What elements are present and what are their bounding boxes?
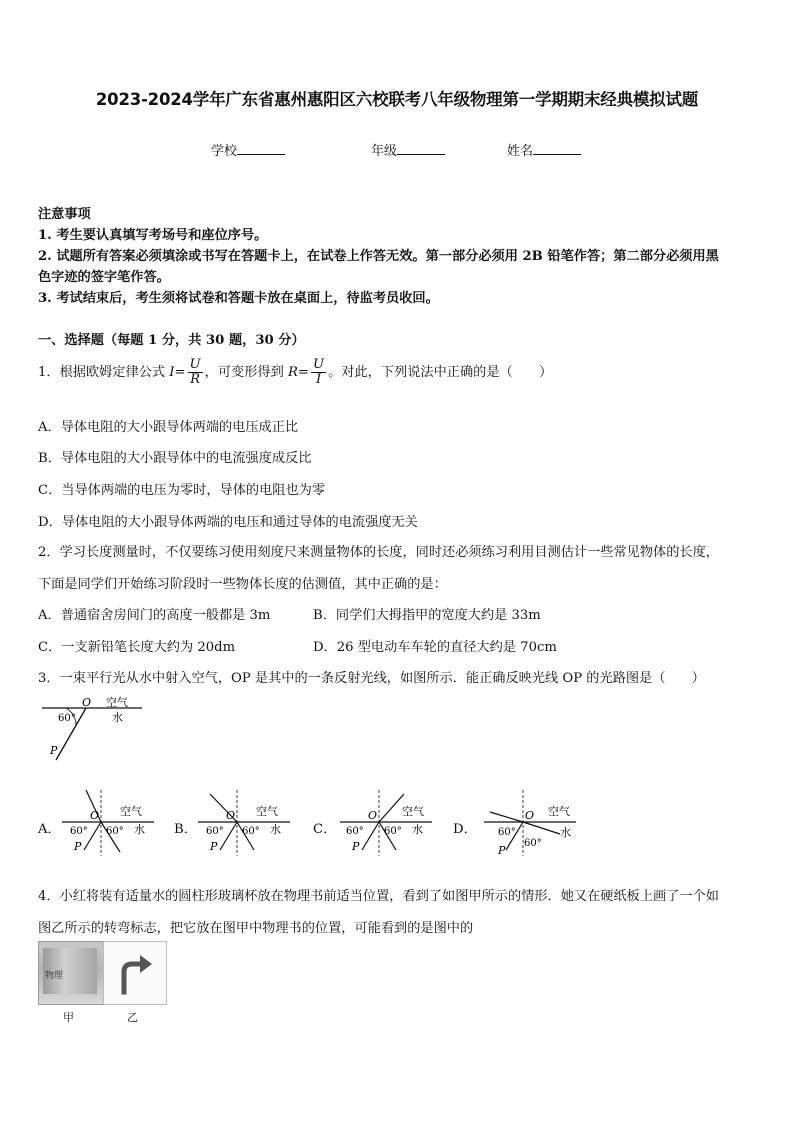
q3-option-b-figure[interactable]: [194, 788, 294, 858]
book-text: 物理: [45, 971, 64, 981]
formula-fraction: [311, 358, 326, 387]
angle-label: 60°: [58, 713, 76, 724]
photo-jia: [38, 941, 104, 1005]
formula-fraction: [188, 358, 203, 387]
option[interactable]: D．26 型电动车车轮的直径大约是 70cm: [313, 640, 557, 655]
turn-arrow-icon: [104, 942, 166, 1004]
section-heading: 一、选择题（每题 1 分，共 30 题，30 分）: [38, 333, 305, 348]
svg-text:水: 水: [560, 826, 571, 839]
q3-main-figure: [36, 696, 146, 766]
svg-text:水: 水: [134, 823, 145, 836]
label-jia: 甲: [63, 1011, 74, 1024]
question-4-stem: 4．小红将装有适量水的圆柱形玻璃杯放在物理书前适当位置，看到了如图甲所示的情形．她又在硬纸板上画了一个如: [38, 889, 719, 904]
point-o-label: O: [82, 696, 92, 709]
option[interactable]: B．导体电阻的大小跟导体中的电流强度成反比: [38, 451, 312, 466]
fraction-numerator: U: [312, 357, 325, 372]
question-2-stem: 下面是同学们开始练习阶段时一些物体长度的估测值，其中正确的是：: [38, 577, 447, 592]
fraction-numerator: U: [189, 357, 201, 372]
q3-option-c-figure[interactable]: [336, 788, 436, 858]
svg-text:60°: 60°: [524, 838, 542, 849]
notice-heading: 注意事项: [38, 207, 91, 222]
svg-text:O: O: [226, 809, 236, 822]
svg-text:60°: 60°: [498, 827, 516, 838]
question-3-stem: 3．一束平行光从水中射入空气，OP 是其中的一条反射光线，如图所示．能正确反映光线 OP 的光路图是（ ）: [38, 671, 705, 686]
question-4-stem: 图乙所示的转弯标志，把它放在图甲中物理书的位置，可能看到的是图中的: [38, 921, 474, 936]
grade-blank[interactable]: [397, 142, 445, 155]
name-label: 姓名: [507, 144, 534, 159]
svg-text:O: O: [90, 809, 100, 822]
label-yi: 乙: [127, 1011, 138, 1024]
fraction-denominator: R: [190, 372, 201, 387]
school-blank[interactable]: [237, 142, 285, 155]
svg-text:空气: 空气: [548, 805, 570, 818]
svg-text:水: 水: [412, 823, 423, 836]
q1-suffix: 。对此，下列说法中正确的是（ ）: [328, 365, 553, 380]
grade-label: 年级: [371, 144, 398, 159]
name-field: [507, 140, 581, 159]
grade-field: [371, 140, 445, 159]
svg-text:60°: 60°: [384, 826, 402, 837]
formula-lhs: R=: [288, 365, 309, 380]
notice-item: 2. 试题所有答案必须填涂或书写在答题卡上，在试卷上作答无效。第一部分必须用 2B 铅笔作答；第二部分必须用黑: [38, 249, 719, 264]
svg-text:60°: 60°: [70, 826, 88, 837]
water-label: 水: [112, 711, 123, 724]
q1-prefix: 1．根据欧姆定律公式: [38, 365, 170, 380]
svg-text:空气: 空气: [402, 805, 424, 818]
notice-item: 色字迹的签字笔作答。: [38, 270, 170, 285]
fraction-denominator: I: [315, 372, 322, 387]
school-label: 学校: [211, 144, 238, 159]
q3-option-a-figure[interactable]: [58, 788, 158, 858]
svg-text:P: P: [352, 840, 360, 853]
point-p-label: P: [50, 744, 58, 757]
question-2-stem: 2．学习长度测量时，不仅要练习使用刻度尺来测量物体的长度，同时还必须练习利用目测估计一些常见物体的长度，: [38, 545, 719, 560]
svg-text:O: O: [525, 809, 535, 822]
svg-text:60°: 60°: [106, 826, 124, 837]
svg-text:空气: 空气: [120, 805, 142, 818]
formula-lhs: I=: [169, 365, 186, 380]
option[interactable]: B．同学们大拇指甲的宽度大约是 33m: [313, 608, 541, 623]
option[interactable]: B．: [174, 822, 197, 837]
air-label: 空气: [106, 696, 128, 709]
svg-text:O: O: [368, 809, 378, 822]
turn-sign-yi: [103, 941, 167, 1005]
svg-text:P: P: [498, 844, 506, 857]
option[interactable]: A．: [38, 822, 61, 837]
school-field: [211, 140, 285, 159]
notice-item: 1. 考生要认真填写考场号和座位序号。: [38, 228, 268, 243]
option[interactable]: C．当导体两端的电压为零时，导体的电阻也为零: [38, 483, 326, 498]
page-title: 2023-2024学年广东省惠州惠阳区六校联考八年级物理第一学期期末经典模拟试题: [95, 90, 699, 109]
svg-text:空气: 空气: [256, 805, 278, 818]
svg-text:60°: 60°: [206, 826, 224, 837]
notice-item: 3. 考试结束后，考生须将试卷和答题卡放在桌面上，待监考员收回。: [38, 291, 439, 306]
option[interactable]: A．导体电阻的大小跟导体两端的电压成正比: [38, 420, 299, 435]
svg-text:水: 水: [270, 823, 281, 836]
q3-option-d-figure[interactable]: [480, 788, 580, 858]
svg-text:P: P: [210, 840, 218, 853]
name-blank[interactable]: [533, 142, 581, 155]
svg-text:P: P: [74, 840, 82, 853]
svg-text:60°: 60°: [346, 826, 364, 837]
option[interactable]: C．: [313, 822, 337, 837]
q1-middle: ，可变形得到: [204, 365, 288, 380]
svg-text:60°: 60°: [242, 826, 260, 837]
option[interactable]: A．普通宿舍房间门的高度一般都是 3m: [38, 608, 271, 623]
option[interactable]: C．一支新铅笔长度大约为 20dm: [38, 640, 236, 655]
option[interactable]: D．导体电阻的大小跟导体两端的电压和通过导体的电流强度无关: [38, 515, 418, 530]
question-1-stem: [38, 358, 552, 387]
option[interactable]: D．: [453, 822, 477, 837]
